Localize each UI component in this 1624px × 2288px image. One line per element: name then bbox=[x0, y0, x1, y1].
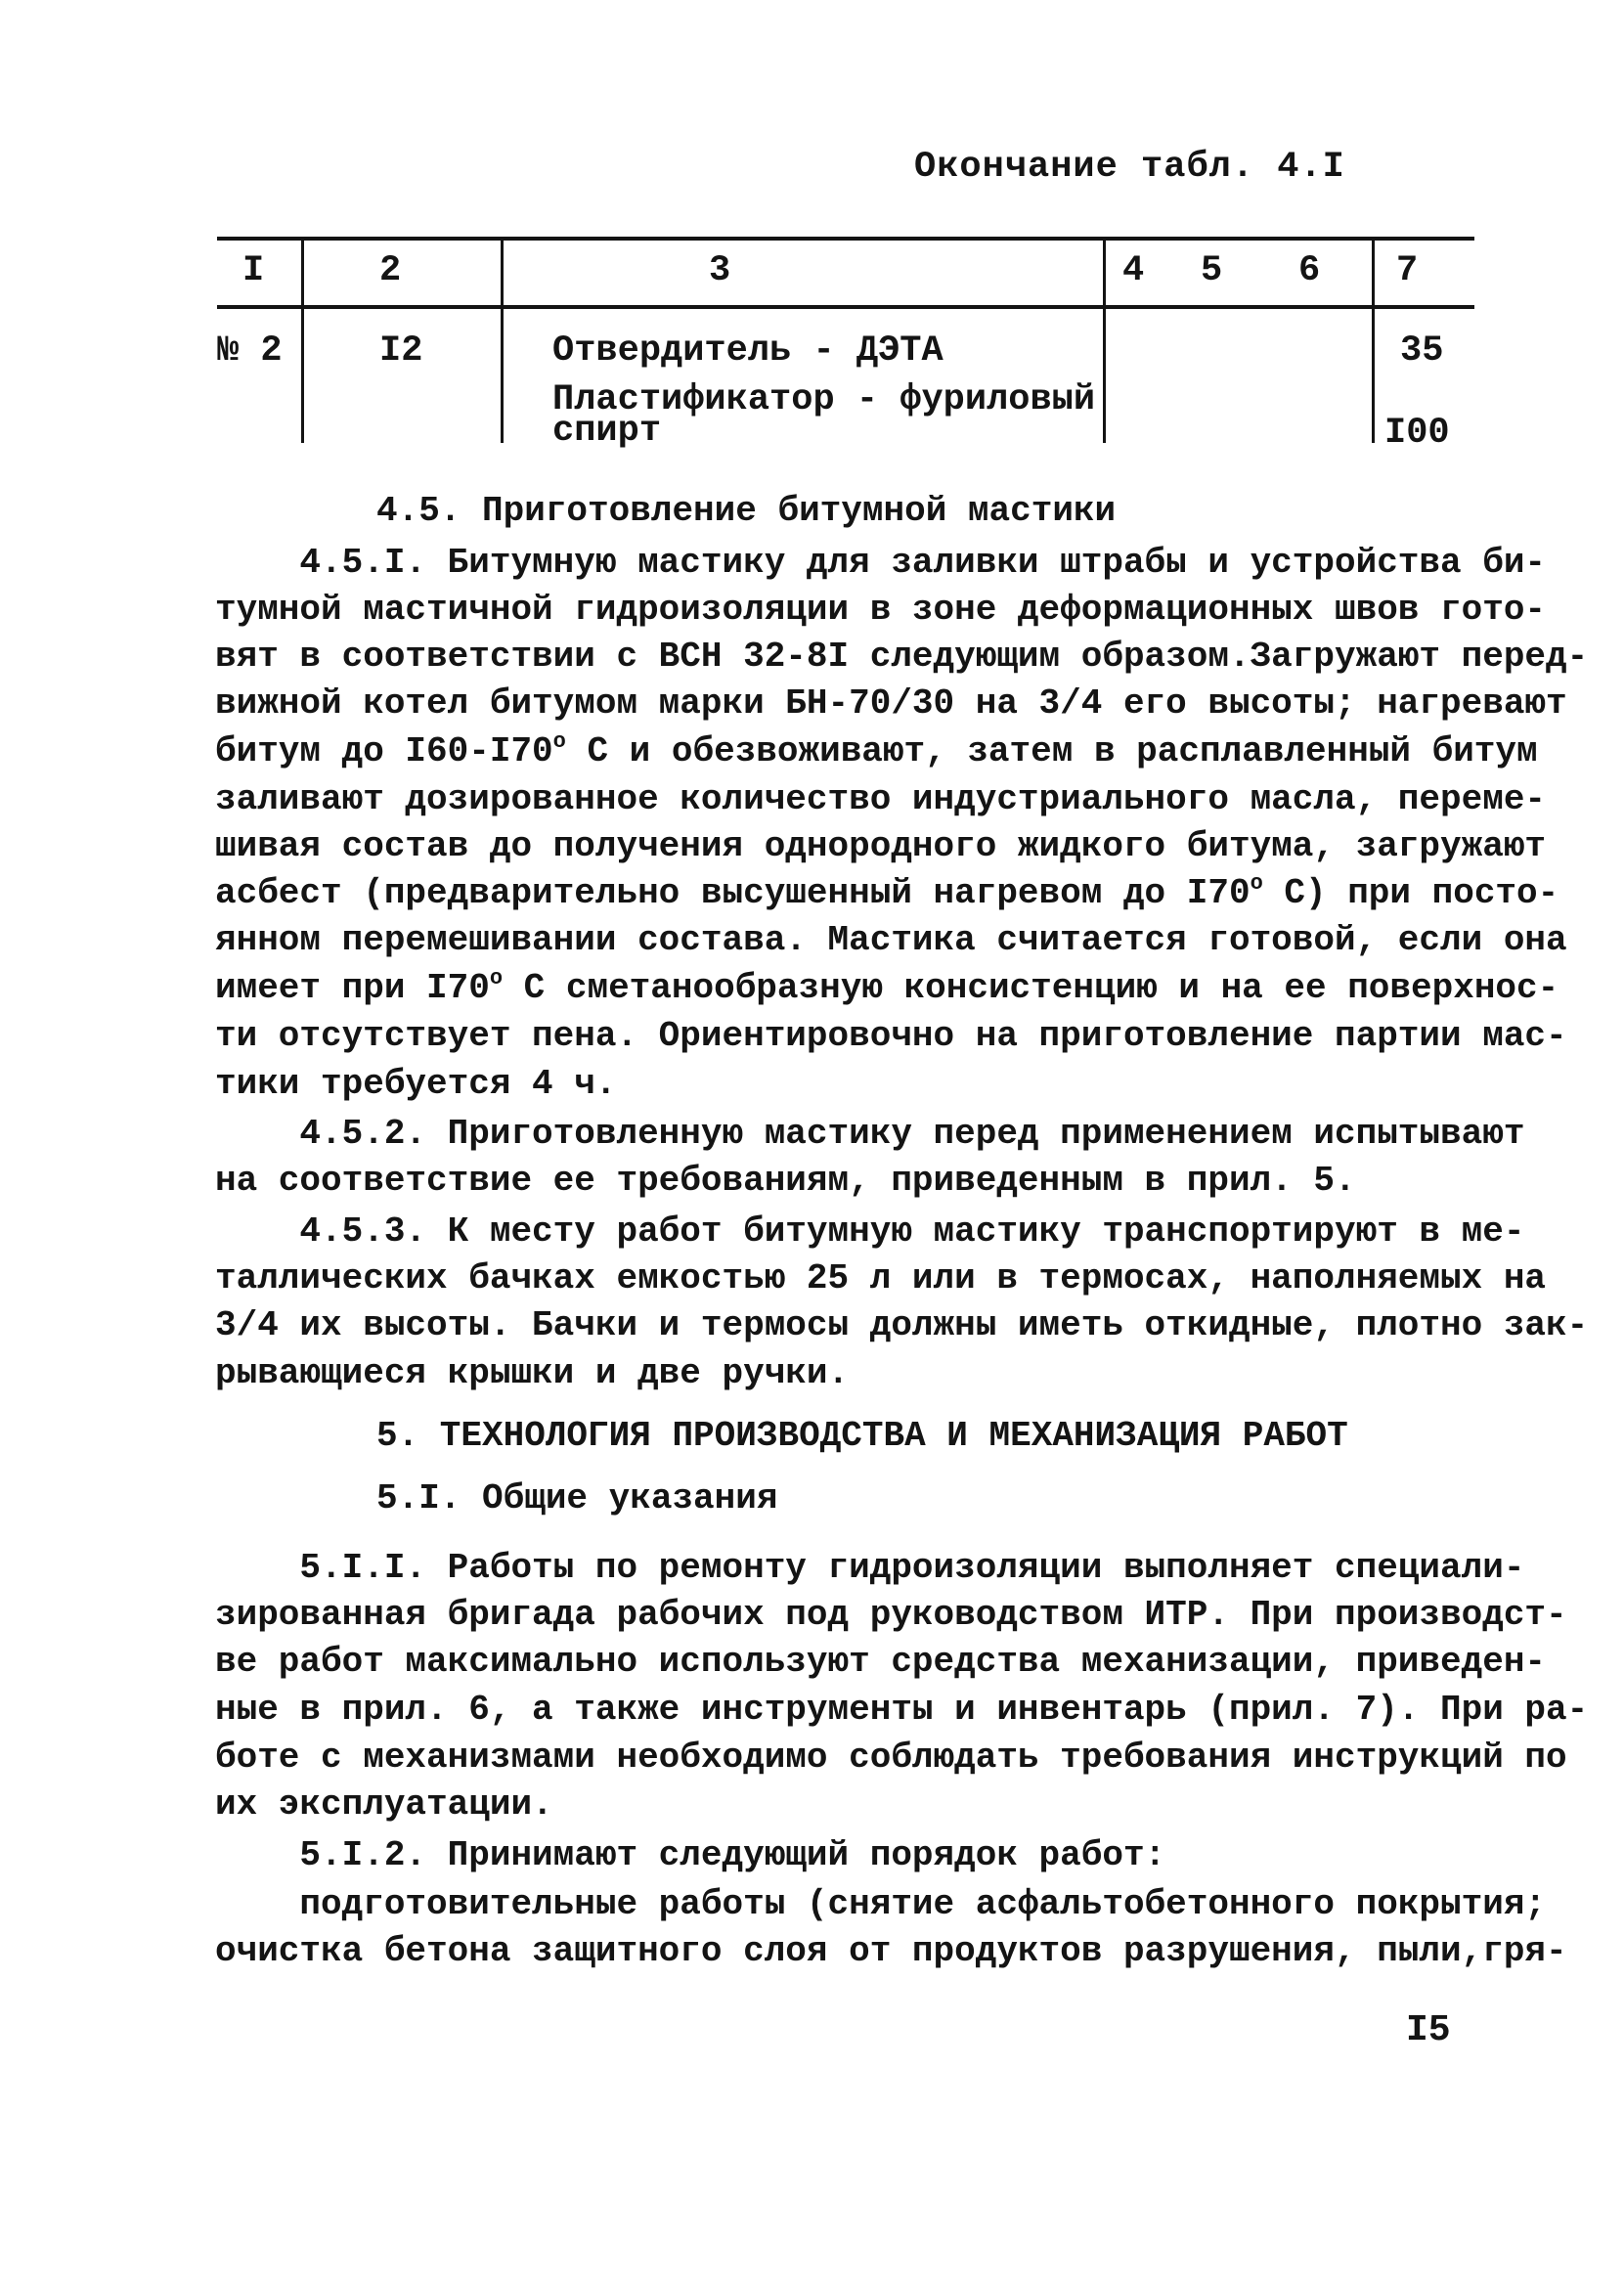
table-column-divider bbox=[501, 241, 504, 443]
table-column-divider bbox=[1103, 241, 1106, 443]
table-cell-material: спирт bbox=[552, 411, 662, 452]
table-column-divider bbox=[301, 241, 304, 443]
text-line: шивая состав до получения однородного жидкого битума, загружают bbox=[215, 826, 1547, 866]
text-line: подготовительные работы (снятие асфальтобетонного покрытия; bbox=[215, 1884, 1547, 1924]
table-column-divider bbox=[1372, 241, 1375, 443]
text-line: янном перемешивании состава. Мастика считается готовой, если она bbox=[215, 920, 1567, 960]
table-cell-amount: 35 bbox=[1400, 330, 1444, 372]
text-line: ве работ максимально используют средства механизации, приведен- bbox=[215, 1642, 1547, 1682]
table-cell-material: Пластификатор - фуриловый bbox=[552, 379, 1096, 420]
text-line: 3/4 их высоты. Бачки и термосы должны иметь откидные, плотно зак- bbox=[215, 1305, 1589, 1345]
text-line: тумной мастичной гидроизоляции в зоне деформационных швов гото- bbox=[215, 590, 1547, 630]
table-header-cell: 7 bbox=[1396, 250, 1419, 291]
text-line: очистка бетона защитного слоя от продуктов разрушения, пыли,гря- bbox=[215, 1931, 1567, 1971]
table-header-cell: 6 bbox=[1298, 250, 1321, 291]
text-line: 4.5.3. К месту работ битумную мастику транспортируют в ме- bbox=[215, 1211, 1525, 1252]
table-header-cell: I bbox=[242, 250, 265, 291]
text-fragment: С) при посто- bbox=[1262, 873, 1559, 913]
text-fragment: С и обезвоживают, затем в расплавленный битум bbox=[565, 731, 1538, 771]
table-cell-amount: I00 bbox=[1384, 413, 1450, 454]
table-header-cell: 4 bbox=[1122, 250, 1145, 291]
text-line: рывающиеся крышки и две ручки. bbox=[215, 1353, 850, 1393]
table-cell-value: I2 bbox=[379, 330, 423, 372]
text-line bbox=[215, 728, 1538, 775]
text-line: 5.I.2. Принимают следующий порядок работ: bbox=[215, 1835, 1166, 1875]
text-line: боте с механизмами необходимо соблюдать требования инструкций по bbox=[215, 1738, 1567, 1778]
table-top-rule bbox=[217, 237, 1474, 241]
text-line: ные в прил. 6, а также инструменты и инвентарь (прил. 7). При ра- bbox=[215, 1690, 1589, 1730]
table-header-cell: 2 bbox=[379, 250, 402, 291]
text-fragment: имеет при I70 bbox=[215, 968, 490, 1008]
subsection-heading: 5.I. Общие указания bbox=[376, 1478, 778, 1518]
table-cell-number: № 2 bbox=[217, 330, 283, 372]
page-number: I5 bbox=[1406, 2009, 1451, 2051]
table-header-rule bbox=[217, 305, 1474, 309]
text-line: ти отсутствует пена. Ориентировочно на приготовление партии мас- bbox=[215, 1016, 1567, 1056]
text-line: их эксплуатации. bbox=[215, 1784, 553, 1825]
section-heading: 5. ТЕХНОЛОГИЯ ПРОИЗВОДСТВА И МЕХАНИЗАЦИЯ РАБОТ bbox=[376, 1416, 1348, 1456]
text-fragment: асбест (предварительно высушенный нагревом до I70 bbox=[215, 873, 1251, 913]
text-line bbox=[215, 965, 1559, 1012]
table-cell-material: Отвердитель - ДЭТА bbox=[552, 330, 944, 372]
text-line: 5.I.I. Работы по ремонту гидроизоляции выполняет специали- bbox=[215, 1548, 1525, 1588]
text-fragment: С сметанообразную консистенцию и на ее поверхнос- bbox=[503, 968, 1559, 1008]
section-heading: 4.5. Приготовление битумной мастики bbox=[376, 491, 1117, 531]
text-line: 4.5.2. Приготовленную мастику перед применением испытывают bbox=[215, 1114, 1525, 1154]
table-header-cell: 5 bbox=[1201, 250, 1223, 291]
text-line: вижной котел битумом марки БН-70/30 на 3/4 его высоты; нагревают bbox=[215, 683, 1567, 724]
text-line: зированная бригада рабочих под руководством ИТР. При производст- bbox=[215, 1595, 1567, 1635]
degree-mark: o bbox=[552, 729, 566, 754]
text-line: заливают дозированное количество индустриального масла, переме- bbox=[215, 779, 1547, 819]
degree-mark: o bbox=[489, 966, 504, 990]
text-fragment: битум до I60-I70 bbox=[215, 731, 553, 771]
text-line bbox=[215, 870, 1559, 917]
text-line: тики требуется 4 ч. bbox=[215, 1064, 617, 1104]
text-line: 4.5.I. Битумную мастику для заливки штрабы и устройства би- bbox=[215, 543, 1547, 583]
table-caption: Окончание табл. 4.I bbox=[914, 147, 1345, 188]
text-line: вят в соответствии с ВСН 32-8I следующим образом.Загружают перед- bbox=[215, 637, 1589, 677]
table-header-cell: 3 bbox=[709, 250, 731, 291]
text-line: таллических бачках емкостью 25 л или в термосах, наполняемых на bbox=[215, 1258, 1547, 1298]
degree-mark: o bbox=[1250, 871, 1263, 896]
text-line: на соответствие ее требованиям, приведенным в прил. 5. bbox=[215, 1161, 1356, 1201]
